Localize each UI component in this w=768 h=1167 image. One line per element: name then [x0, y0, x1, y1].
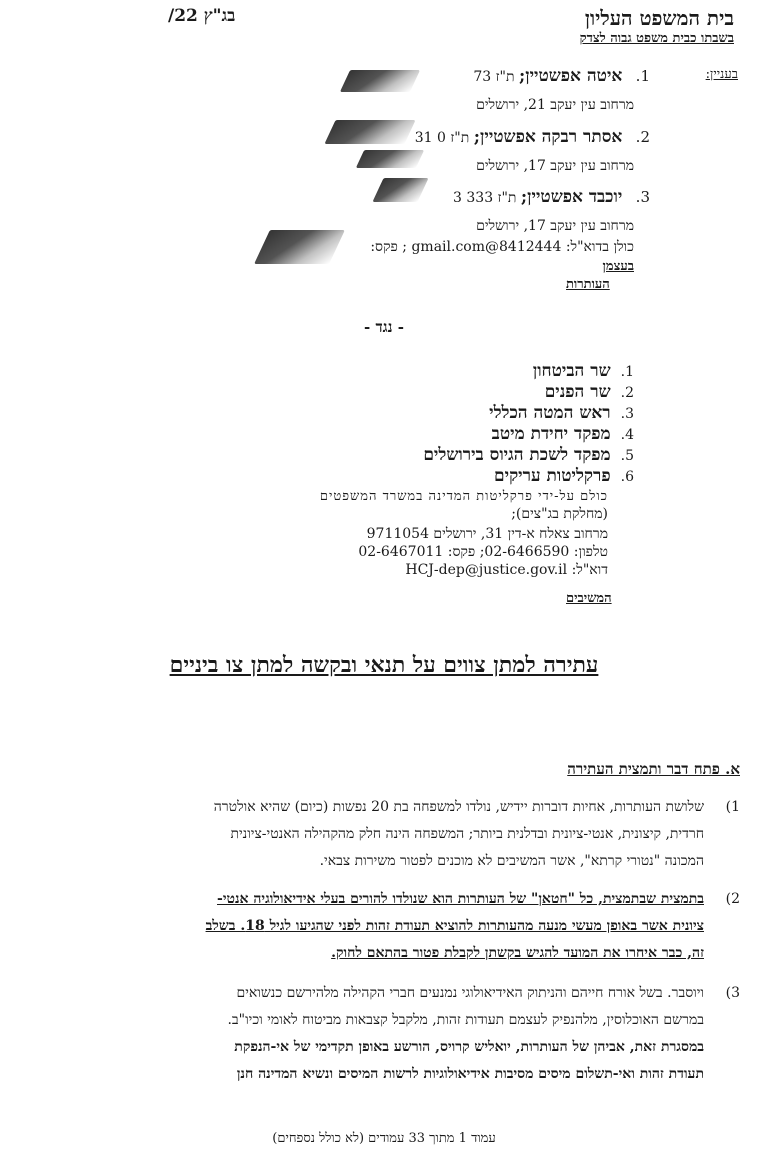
redaction-mark: [340, 70, 420, 92]
respondent-2: [545, 382, 634, 402]
paragraph-number: 1): [725, 799, 740, 815]
petitioner-1: [473, 66, 650, 86]
respondent-number: 6.: [620, 469, 634, 485]
paragraph-1: [50, 794, 740, 875]
petitioner-name: איטה אפשטיין;: [518, 66, 623, 86]
respondent-6: [494, 466, 634, 486]
respondent-name: שר הפנים: [544, 382, 611, 402]
respondent-name: שר הביטחון: [532, 361, 611, 381]
respondent-5: [423, 445, 634, 465]
section-title: א. פתח דבר ותמצית העתירה: [567, 760, 740, 778]
paragraph-line: במרשם האוכלוסין, מלהנפיק לעצמם תעודות זהות, מלקבל קצבאות מביטוח לאומי וכיו"ב.: [227, 1012, 704, 1028]
petitioner-2: [415, 127, 650, 147]
paragraph-line: במסגרת זאת, אביהן של העותרות, יואליש קרויס, הורשע באופן תקדימי של אי-הנפקת: [234, 1039, 704, 1055]
respondent-number: 5.: [620, 448, 634, 464]
petitioner-3: [453, 187, 650, 207]
court-name: בית המשפט העליון: [584, 6, 734, 30]
paragraph-number: 2): [725, 891, 740, 907]
paragraph-number: 3): [725, 985, 740, 1001]
petitioner-1-address: מרחוב עין יעקב 21, ירושלים: [476, 97, 634, 113]
paragraph-line: המכונה "נטורי קרתא", אשר המשיבים לא מוכנים לפטור משירות צבאי.: [319, 853, 704, 869]
paragraph-line: חרדית, קיצונית, אנטי-ציונית ובדלנית ביותר; המשפחה הינה חלק מהקהילה האנטי-ציונית: [230, 826, 704, 842]
petitioner-number: 3.: [635, 188, 650, 206]
petitioners-label: העותרות: [566, 277, 610, 292]
petitioner-2-address: מרחוב עין יעקב 17, ירושלים: [476, 158, 634, 174]
petitioner-id: ת"ז 73: [473, 69, 515, 85]
paragraph-2: [50, 886, 740, 967]
paragraph-line: זה, כבר איחרו את המועד להגיש בקשתן לקבלת פטור בהתאם לחוק.: [331, 945, 704, 961]
petitioners-contact: כולן בדוא"ל: 8412444@gmail.com ; פקס:: [370, 239, 634, 255]
respondents-representation: כולם על-ידי פרקליטות המדינה במשרד המשפטים: [319, 489, 608, 504]
case-number: בג"ץ 22/: [168, 6, 236, 26]
redaction-mark: [356, 150, 424, 168]
paragraph-line: בתמצית שבתמצית, כל "חטאן" של העותרות הוא שנולדו להורים בעלי אידיאולוגיה אנטי-: [217, 891, 704, 907]
petitioner-3-address: מרחוב עין יעקב 17, ירושלים: [476, 218, 634, 234]
paragraph-line: ויוסבר. בשל אורח חייהם והניתוק האידיאולוגי נמנעים חברי הקהילה מלהירשם כנשואים: [236, 985, 704, 1001]
petitioner-id: ת"ז 333 3: [453, 190, 517, 206]
paragraph-3: [50, 980, 740, 1088]
petitioner-name: יוכבד אפשטיין;: [520, 187, 623, 207]
against-separator: - נגד -: [364, 318, 404, 336]
respondents-department: (מחלקת בג"צים);: [511, 506, 608, 522]
respondent-name: מפקד לשכת הגיוס בירושלים: [423, 445, 611, 465]
petition-title: עתירה למתן צווים על תנאי ובקשה למתן צו ביניים: [169, 652, 599, 678]
respondents-label: המשיבים: [566, 591, 612, 606]
self-label: בעצמן: [602, 259, 634, 274]
respondent-1: [533, 361, 634, 381]
respondent-number: 2.: [620, 385, 634, 401]
paragraph-line: תעודת זהות ואי-תשלום מיסים מסיבות אידיאולוגיות לרשות המיסים ונשיא המדינה חנן: [236, 1066, 704, 1082]
paragraph-line: ציונית אשר באופן מעשי מנעה מהעותרות להוציא תעודת זהות לפני שהגיעו לגיל 18. בשלב: [205, 918, 704, 934]
petitioner-number: 2.: [635, 128, 650, 146]
redaction-mark: [372, 178, 428, 202]
petitioner-number: 1.: [635, 67, 650, 85]
redaction-mark: [254, 230, 345, 264]
respondent-name: פרקליטות עריקים: [494, 466, 611, 486]
paragraph-line: שלושת העותרות, אחיות דוברות יידיש, נולדו למשפחה בת 20 נפשות (כיום) שהיא אולטרה: [213, 799, 704, 815]
inre-label: בעניין:: [705, 67, 738, 82]
respondent-number: 4.: [620, 427, 634, 443]
respondent-number: 3.: [620, 406, 634, 422]
respondent-number: 1.: [620, 364, 634, 380]
respondent-name: מפקד יחידת מיטב: [491, 424, 611, 444]
page-footer: עמוד 1 מתוך 33 עמודים (לא כולל נספחים): [272, 1131, 496, 1146]
redaction-mark: [324, 120, 415, 144]
court-subtitle: בשבתו כבית משפט גבוה לצדק: [579, 31, 734, 46]
respondent-name: ראש המטה הכללי: [489, 403, 611, 423]
respondents-phone: טלפון: 02-6466590; פקס: 02-6467011: [358, 544, 608, 560]
respondent-4: [492, 424, 634, 444]
petitioner-id: ת"ז 0 31: [414, 130, 470, 146]
respondent-3: [489, 403, 634, 423]
respondents-email: דוא"ל: HCJ-dep@justice.gov.il: [405, 562, 608, 578]
respondents-address: מרחוב צאלח א-דין 31, ירושלים 9711054: [366, 526, 608, 542]
petitioner-name: אסתר רבקה אפשטיין;: [473, 127, 623, 147]
